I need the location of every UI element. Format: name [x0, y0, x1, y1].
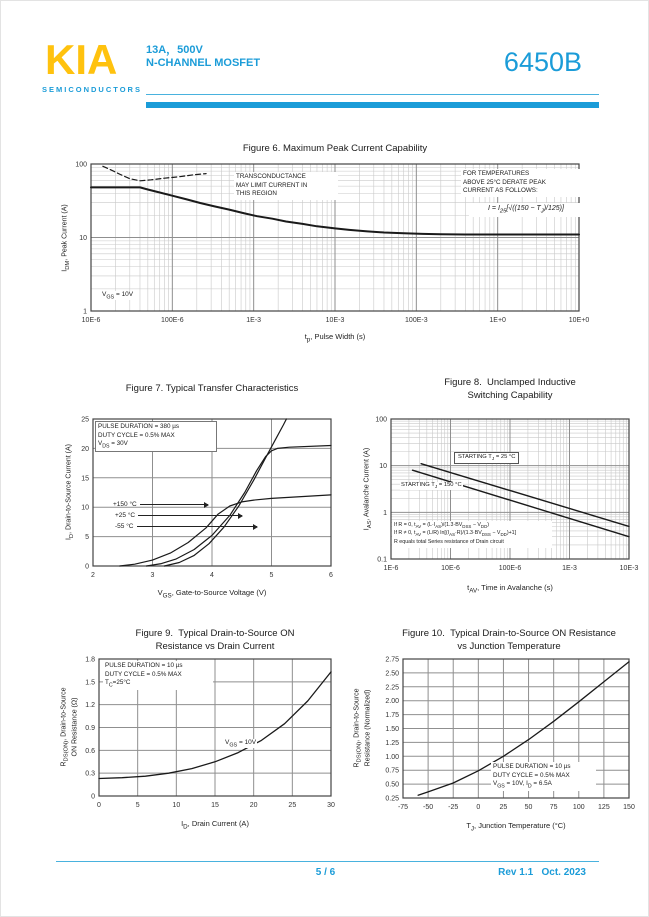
header-rule-thin [146, 94, 599, 95]
revision-info: Rev 1.1 Oct. 2023 [498, 867, 586, 878]
starting-tj-150-label: STARTING $T_J = 150$ °C [401, 482, 462, 491]
svg-text:-25: -25 [448, 804, 459, 811]
svg-text:25: 25 [288, 802, 297, 809]
svg-text:0.1: 0.1 [377, 556, 387, 564]
svg-text:125: 125 [598, 804, 610, 811]
figure-10-y-axis-label: $R_{DS(ON)}$, Drain-to-Source Resistance (Normalized) [353, 688, 371, 768]
figure-10-title: Figure 10. Typical Drain-to-Source ON Resistance vs Junction Temperature [402, 628, 616, 652]
svg-text:10E-3: 10E-3 [325, 317, 345, 324]
svg-text:100E-6: 100E-6 [161, 317, 184, 324]
svg-text:6: 6 [329, 572, 333, 579]
figure-7-x-axis-label: $V_{GS}$, Gate-to-Source Voltage (V) [157, 588, 267, 600]
svg-text:5: 5 [135, 802, 140, 809]
svg-text:15: 15 [211, 802, 219, 809]
svg-text:0: 0 [85, 563, 89, 571]
figure-9-y-axis-label: $R_{DS(ON)}$, Drain-to-Source ON Resistance (Ω) [60, 687, 78, 767]
part-number: 6450B [503, 47, 582, 77]
arrow-icon [137, 526, 257, 527]
svg-text:10: 10 [172, 802, 181, 809]
svg-text:75: 75 [549, 804, 558, 811]
svg-text:1: 1 [83, 308, 87, 316]
svg-text:0: 0 [97, 802, 101, 809]
figure-6-x-axis-label: $t_p$, Pulse Width (s) [304, 332, 366, 344]
figure-7-y-axis-label: $I_D$, Drain-to-Source Current (A) [65, 443, 76, 541]
svg-text:10: 10 [379, 463, 387, 471]
svg-text:50: 50 [524, 804, 533, 811]
figure-7 [56, 376, 346, 611]
svg-text:20: 20 [249, 802, 258, 809]
svg-text:20: 20 [81, 445, 89, 453]
svg-text:1.00: 1.00 [385, 753, 399, 761]
svg-text:10E+0: 10E+0 [568, 317, 590, 324]
svg-text:2: 2 [91, 572, 95, 579]
figure-9 [56, 626, 346, 856]
figure-6 [51, 141, 596, 353]
svg-text:0.3: 0.3 [85, 770, 95, 778]
header-rule-thick [146, 102, 599, 108]
svg-text:25: 25 [81, 416, 89, 424]
curve-label-minus55c: -55 °C [115, 523, 257, 530]
figure-6-test-condition: $V_{GS} = 10V$ [102, 291, 134, 301]
svg-text:5: 5 [269, 572, 274, 579]
figure-8-chart [356, 376, 646, 611]
svg-text:3: 3 [150, 572, 155, 579]
page-indicator: 5 / 6 [315, 867, 336, 878]
svg-text:0.75: 0.75 [385, 767, 399, 775]
svg-text:-75: -75 [397, 804, 409, 811]
transconductance-note: TRANSCONDUCTANCE MAY LIMIT CURRENT IN THIS REGION [234, 172, 338, 200]
figure-6-title: Figure 6. Maximum Peak Current Capability [242, 143, 428, 154]
curve-label-25c: +25 °C [115, 512, 242, 519]
svg-text:1E-3: 1E-3 [246, 317, 262, 324]
svg-text:15: 15 [81, 475, 89, 483]
svg-text:10E-3: 10E-3 [619, 565, 639, 572]
figure-9-curve-label: $V_{GS} = 10V$ [225, 739, 257, 749]
derate-formula: $I = I_{25}[√((150 - T_J)/125)]$ [469, 203, 583, 217]
svg-text:0: 0 [476, 804, 481, 811]
figure-7-title: Figure 7. Typical Transfer Characteristics [125, 383, 299, 394]
svg-text:10: 10 [81, 504, 89, 512]
svg-text:2.75: 2.75 [385, 656, 399, 664]
svg-text:2.50: 2.50 [385, 670, 399, 678]
product-type: N-CHANNEL MOSFET [146, 57, 261, 69]
kia-logo: KIA [45, 36, 118, 83]
svg-text:0.6: 0.6 [85, 747, 95, 755]
starting-tj-25-label: STARTING $T_J = 25$ °C [454, 452, 519, 464]
figure-8 [356, 376, 646, 611]
svg-text:10: 10 [79, 235, 87, 242]
svg-text:1: 1 [383, 509, 387, 517]
svg-text:150: 150 [623, 804, 635, 811]
svg-text:100: 100 [572, 804, 585, 811]
svg-text:25: 25 [499, 804, 508, 811]
footer-rule [56, 861, 599, 862]
svg-text:30: 30 [327, 802, 335, 809]
figure-9-x-axis-label: $I_D$, Drain Current (A) [181, 819, 249, 831]
svg-text:-50: -50 [423, 804, 434, 811]
svg-text:100E-3: 100E-3 [405, 317, 428, 324]
figure-7-test-condition: PULSE DURATION = 380 µs DUTY CYCLE = 0.5% MAX $V_{DS} = 30V$ [95, 421, 217, 452]
svg-text:100: 100 [375, 416, 387, 424]
svg-text:1E-6: 1E-6 [383, 565, 399, 572]
svg-text:2.25: 2.25 [385, 684, 399, 692]
svg-text:1.75: 1.75 [385, 712, 399, 720]
svg-text:1E-3: 1E-3 [562, 565, 577, 572]
figure-10 [351, 626, 646, 856]
arrow-icon [140, 504, 208, 505]
svg-text:100E-6: 100E-6 [498, 565, 522, 572]
svg-text:1.25: 1.25 [385, 739, 399, 747]
svg-text:2.00: 2.00 [385, 698, 399, 706]
figure-9-test-condition: PULSE DURATION = 10 µs DUTY CYCLE = 0.5% MAX $T_C=25^\circ C$ [103, 661, 213, 690]
figure-8-title: Figure 8. Unclamped Inductive Switching Capability [444, 377, 576, 401]
derate-note: FOR TEMPERATURES ABOVE 25°C DERATE PEAK CURRENT AS FOLLOWS: [461, 169, 583, 197]
svg-text:1E+0: 1E+0 [489, 317, 506, 324]
figure-10-test-condition: PULSE DURATION = 10 µs DUTY CYCLE = 0.5% MAX $V_{GS} = 10V$, $I_D = 6.5A$ [491, 762, 596, 791]
svg-text:5: 5 [85, 534, 89, 542]
product-rating: 13A，500V [146, 44, 203, 56]
figure-9-title: Figure 9. Typical Drain-to-Source ON Resistance vs Drain Current [135, 628, 295, 652]
figure-8-y-axis-label: $I_{AS}$, Avalanche Current (A) [363, 447, 374, 531]
logo-subtext: SEMICONDUCTORS [42, 85, 142, 94]
svg-text:0: 0 [91, 793, 95, 801]
svg-text:0.9: 0.9 [85, 725, 95, 732]
svg-text:4: 4 [210, 572, 214, 579]
svg-text:100: 100 [75, 161, 87, 169]
figure-6-y-axis-label: $I_{DM}$, Peak Current (A) [61, 204, 72, 272]
svg-text:10E-6: 10E-6 [441, 565, 460, 572]
figure-8-x-axis-label: $t_{AV}$, Time in Avalanche (s) [467, 583, 553, 595]
svg-text:1.8: 1.8 [85, 656, 95, 664]
svg-text:1.50: 1.50 [385, 726, 399, 733]
svg-text:1.2: 1.2 [85, 702, 95, 710]
figure-10-x-axis-label: $T_J$, Junction Temperature (°C) [466, 821, 566, 833]
svg-text:1.5: 1.5 [85, 679, 95, 687]
curve-label-150c: +150 °C [113, 501, 208, 508]
arrow-icon [138, 515, 242, 516]
svg-text:0.25: 0.25 [385, 795, 399, 803]
avalanche-equations-note: If R = 0, $t_{AV} = (L\cdot I_{AS})/(1.3\cdot BV_{DSS} - V_{DD})$ If R ≠ 0, $t_{AV} = (L/R) \ln[(I_{AS}\cdot R)/(1.3\cdot BV_{DSS} - V_{DD})+1]$ R equals total Series resistance of Drain circuit [392, 521, 552, 548]
svg-text:0.50: 0.50 [385, 781, 399, 789]
svg-text:10E-6: 10E-6 [81, 317, 101, 324]
figure-7-chart [56, 376, 346, 611]
